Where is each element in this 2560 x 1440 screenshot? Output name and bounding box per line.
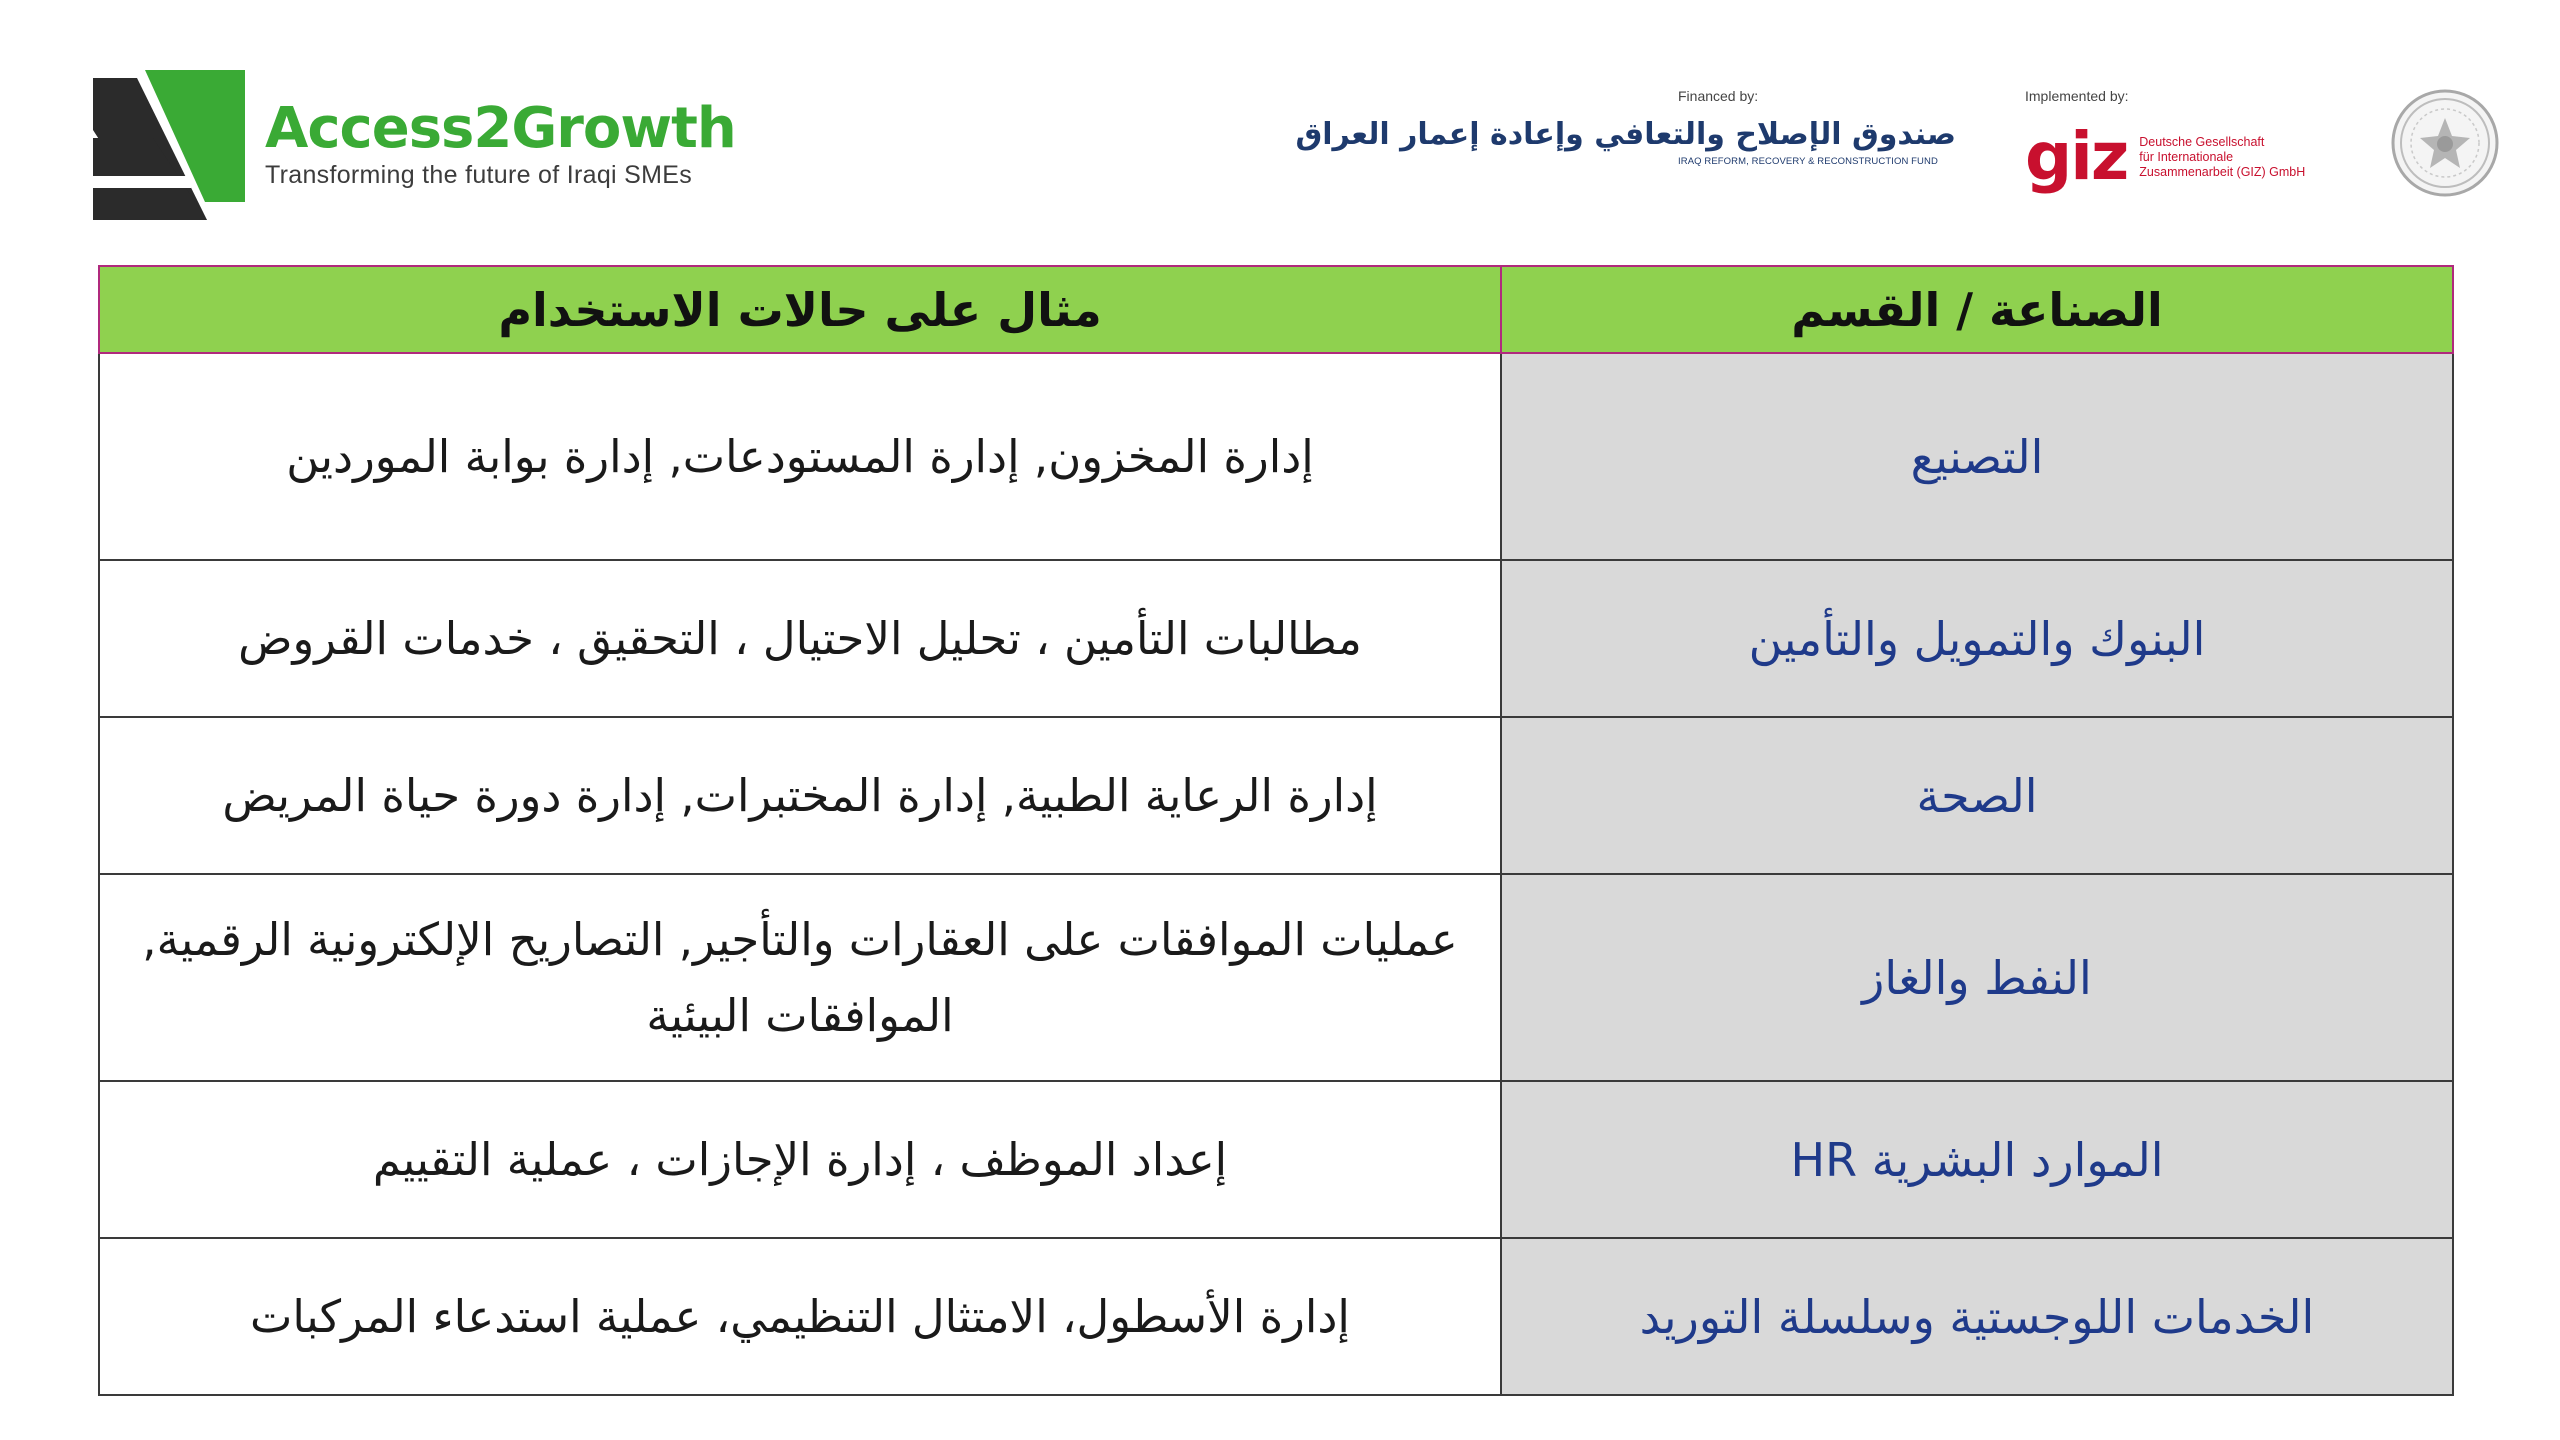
use-cases-cell: إدارة الأسطول، الامتثال التنظيمي، عملية استدعاء المركبات xyxy=(99,1238,1501,1395)
industry-cell: الصحة xyxy=(1501,717,2453,874)
access2growth-logo xyxy=(93,70,245,220)
industry-cell: الخدمات اللوجستية وسلسلة التوريد xyxy=(1501,1238,2453,1395)
brand-tagline: Transforming the future of Iraqi SMEs xyxy=(265,160,693,189)
giz-full-name: Deutsche Gesellschaft für Internationale Zusammenarbeit (GIZ) GmbH xyxy=(2139,134,2306,179)
use-cases-table xyxy=(98,265,2454,1396)
brand-name: Access2Growth xyxy=(265,96,736,162)
table-header-row xyxy=(99,266,2453,353)
implementer-block xyxy=(2025,88,2306,195)
table-row xyxy=(99,717,2453,874)
use-cases-cell: إعداد الموظف ، إدارة الإجازات ، عملية التقييم xyxy=(99,1081,1501,1238)
fund-name-english: IRAQ REFORM, RECOVERY & RECONSTRUCTION FUND xyxy=(1678,156,1938,167)
financed-by-label: Financed by: xyxy=(1678,88,1759,104)
brand-block xyxy=(93,70,736,220)
use-cases-cell: مطالبات التأمين ، تحليل الاحتيال ، التحقيق ، خدمات القروض xyxy=(99,560,1501,717)
use-cases-cell: عمليات الموافقات على العقارات والتأجير, التصاريح الإلكترونية الرقمية, الموافقات البيئية xyxy=(99,874,1501,1081)
use-cases-cell: إدارة الرعاية الطبية, إدارة المختبرات, إدارة دورة حياة المريض xyxy=(99,717,1501,874)
column-header-use-cases: مثال على حالات الاستخدام xyxy=(99,266,1501,353)
industry-cell: البنوك والتمويل والتأمين xyxy=(1501,560,2453,717)
financier-block xyxy=(1295,88,1956,196)
table-row xyxy=(99,1238,2453,1395)
table-row xyxy=(99,353,2453,560)
column-header-industry: الصناعة / القسم xyxy=(1501,266,2453,353)
fund-logo xyxy=(1295,117,1956,196)
industry-cell: الموارد البشرية HR xyxy=(1501,1081,2453,1238)
implemented-by-label: Implemented by: xyxy=(2025,88,2129,104)
industry-cell: النفط والغاز xyxy=(1501,874,2453,1081)
table-row xyxy=(99,1081,2453,1238)
giz-logo: giz xyxy=(2025,118,2128,195)
use-cases-cell: إدارة المخزون, إدارة المستودعات, إدارة بوابة الموردين xyxy=(99,353,1501,560)
table-row xyxy=(99,560,2453,717)
industry-cell: التصنيع xyxy=(1501,353,2453,560)
iraq-government-seal-icon xyxy=(2390,88,2500,198)
table-row xyxy=(99,874,2453,1081)
fund-name-arabic: صندوق الإصلاح والتعافي وإعادة إعمار العراق xyxy=(1295,117,1956,152)
